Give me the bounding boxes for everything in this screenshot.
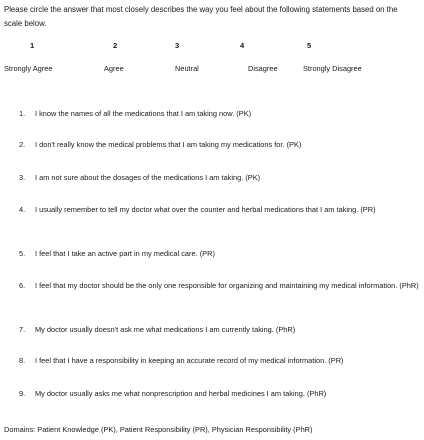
scale-number-2: 2 (113, 41, 118, 50)
statement-item (19, 172, 419, 183)
statement-text: I am not sure about the dosages of the medications I am taking. (PK) (35, 173, 261, 182)
statement-number: 1. (19, 109, 26, 118)
scale-label-5: Strongly Disagree (303, 64, 362, 73)
domains-legend: Domains: Patient Knowledge (PK), Patient Responsibility (PR), Physician Responsibility (PhR) (4, 425, 313, 434)
statement-text: I don't really know the medical problems that I am taking my medications for. (PK) (35, 140, 302, 149)
statement-number: 8. (19, 356, 26, 365)
statement-item (19, 280, 419, 291)
statement-item (19, 355, 419, 366)
scale-number-5: 5 (307, 41, 312, 50)
statement-item (19, 324, 419, 335)
scale-label-1: Strongly Agree (4, 64, 53, 73)
statement-text: I feel that I have a responsibility in keeping an accurate record of my medical information. (PR) (35, 356, 344, 365)
statement-text: I usually remember to tell my doctor what over the counter and herbal medications that I am taking. (PR) (35, 205, 376, 214)
statement-number: 5. (19, 249, 26, 258)
scale-number-4: 4 (240, 41, 245, 50)
scale-label-4: Disagree (248, 64, 278, 73)
statement-text: I know the names of all the medications that I am taking now. (PK) (35, 109, 252, 118)
instructions-text: Please circle the answer that most closely describes the way you feel about the following statements based on the scale below. (4, 5, 398, 28)
statement-text: My doctor usually doesn't ask me what medications I am currently taking. (PhR) (35, 325, 296, 334)
statement-text: I feel that I take an active part in my medical care. (PR) (35, 249, 215, 258)
statement-item (19, 248, 419, 259)
statement-item (19, 388, 419, 399)
statement-item (19, 204, 419, 215)
statement-number: 6. (19, 281, 26, 290)
scale-number-1: 1 (30, 41, 35, 50)
scale-label-2: Agree (104, 64, 124, 73)
statement-number: 7. (19, 325, 26, 334)
statement-text: My doctor usually asks me what nonprescription and herbal medicines I am taking. (PhR) (35, 389, 327, 398)
scale-label-3: Neutral (175, 64, 199, 73)
statement-text: I feel that my doctor should be the only one responsible for organizing and maintaining my medical information. (PhR) (35, 281, 419, 290)
statement-number: 2. (19, 140, 26, 149)
statement-number: 3. (19, 173, 26, 182)
statement-item (19, 108, 419, 119)
scale-number-3: 3 (175, 41, 180, 50)
statement-item (19, 139, 419, 150)
statement-number: 9. (19, 389, 26, 398)
statement-number: 4. (19, 205, 26, 214)
